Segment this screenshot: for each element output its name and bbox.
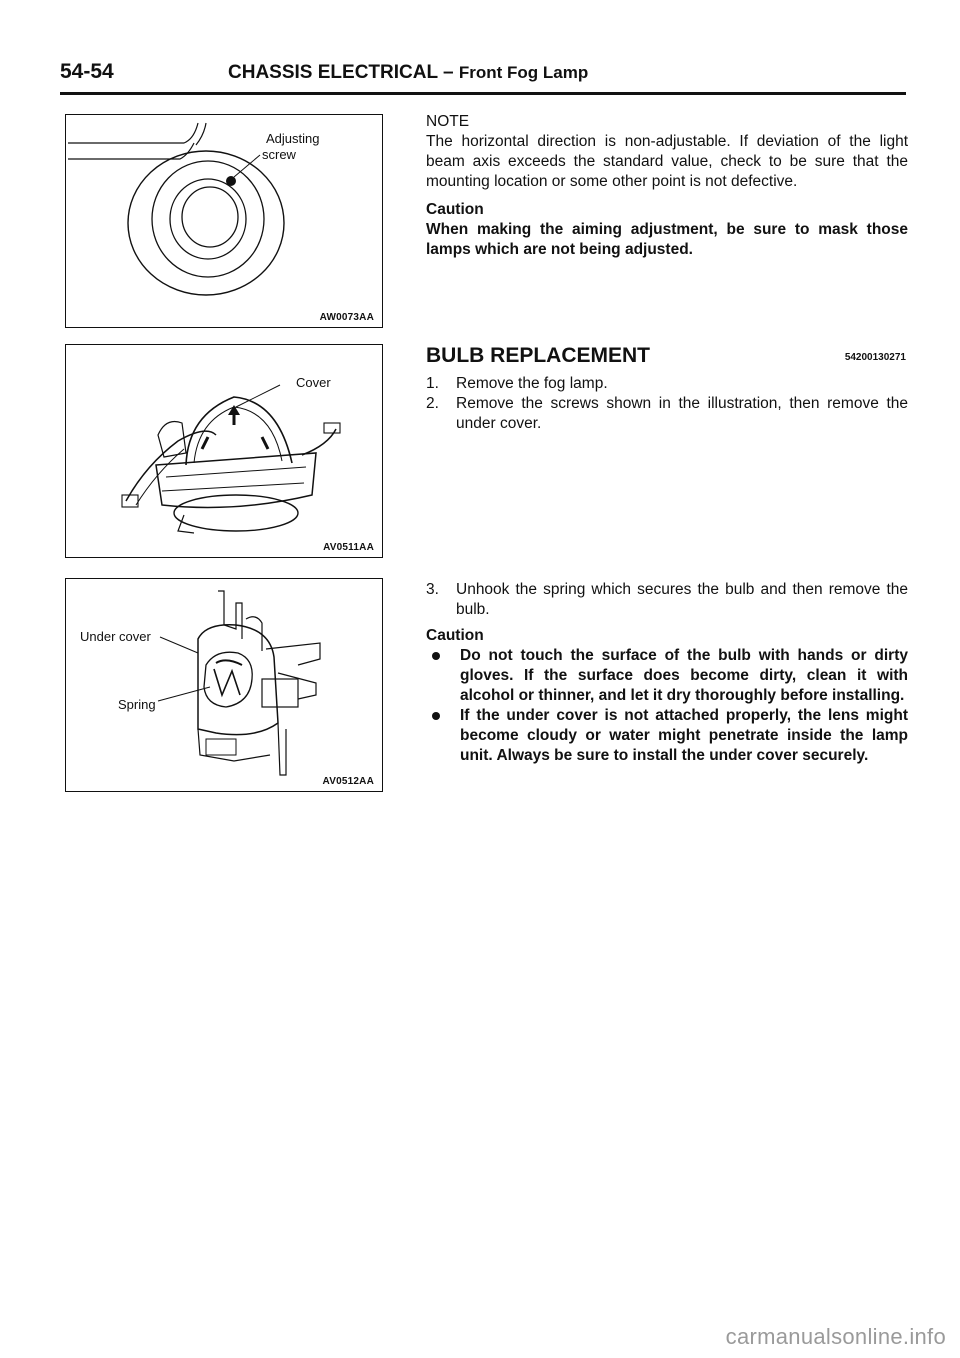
step-text: Remove the screws shown in the illustration, then remove the under cover.: [456, 395, 908, 432]
step-number: 3.: [426, 581, 439, 598]
fog-lamp-front-illustration: [66, 115, 382, 327]
step-item: [426, 394, 908, 434]
section-title: CHASSIS ELECTRICAL: [228, 62, 438, 83]
bulb-replacement-code: 54200130271: [844, 352, 906, 363]
bullet-icon: [432, 712, 440, 720]
section-subtitle: Front Fog Lamp: [458, 63, 589, 82]
label-cover: Cover: [296, 375, 331, 390]
page-title: [228, 62, 588, 84]
step-item: [426, 374, 908, 394]
label-screw: screw: [262, 147, 296, 162]
caution-item: [426, 646, 908, 706]
label-under-cover: Under cover: [80, 629, 151, 644]
caution-item: [426, 706, 908, 766]
bulb-replacement-title: BULB REPLACEMENT: [426, 344, 650, 367]
page-header: [60, 60, 906, 92]
title-separator: –: [443, 62, 454, 83]
note-heading: NOTE: [426, 113, 470, 130]
page-number: 54-54: [60, 60, 114, 83]
header-rule: [60, 92, 906, 95]
figure-under-cover-spring: [65, 578, 383, 792]
figure-code: AW0073AA: [319, 312, 374, 323]
note-body: The horizontal direction is non-adjustable. If deviation of the light beam axis exceeds the standard value, check to be sure that the mounting location or some other point is not defective.: [426, 133, 908, 190]
figure-cover: [65, 344, 383, 558]
step-number: 2.: [426, 395, 439, 412]
caution-heading: Caution: [426, 201, 484, 218]
caution-item-text: If the under cover is not attached properly, the lens might become cloudy or water might penetrate inside the lamp unit. Always be sure to install the under cover securely.: [460, 707, 908, 764]
step-item: [426, 580, 908, 620]
step-text: Unhook the spring which secures the bulb and then remove the bulb.: [456, 581, 908, 618]
step-text: Remove the fog lamp.: [456, 375, 608, 392]
note-block: [426, 112, 908, 260]
label-spring: Spring: [118, 697, 156, 712]
caution-item-text: Do not touch the surface of the bulb with hands or dirty gloves. If the surface does become dirty, clean it with alcohol or thinner, and let it dry thoroughly before installing.: [460, 647, 908, 704]
bullet-icon: [432, 652, 440, 660]
figure-code: AV0512AA: [322, 776, 374, 787]
caution-body: When making the aiming adjustment, be sure to mask those lamps which are not being adjusted.: [426, 221, 908, 258]
bulb-caution-heading: Caution: [426, 627, 484, 644]
label-adjusting: Adjusting: [266, 131, 320, 146]
step-number: 1.: [426, 375, 439, 392]
steps-block-2: [426, 580, 908, 766]
figure-adjusting-screw: [65, 114, 383, 328]
fog-lamp-rear-illustration: [66, 579, 382, 791]
figure-code: AV0511AA: [323, 542, 374, 553]
watermark: carmanualsonline.info: [725, 1324, 946, 1349]
steps-block-1: [426, 374, 908, 434]
fog-lamp-cover-illustration: [66, 345, 382, 557]
